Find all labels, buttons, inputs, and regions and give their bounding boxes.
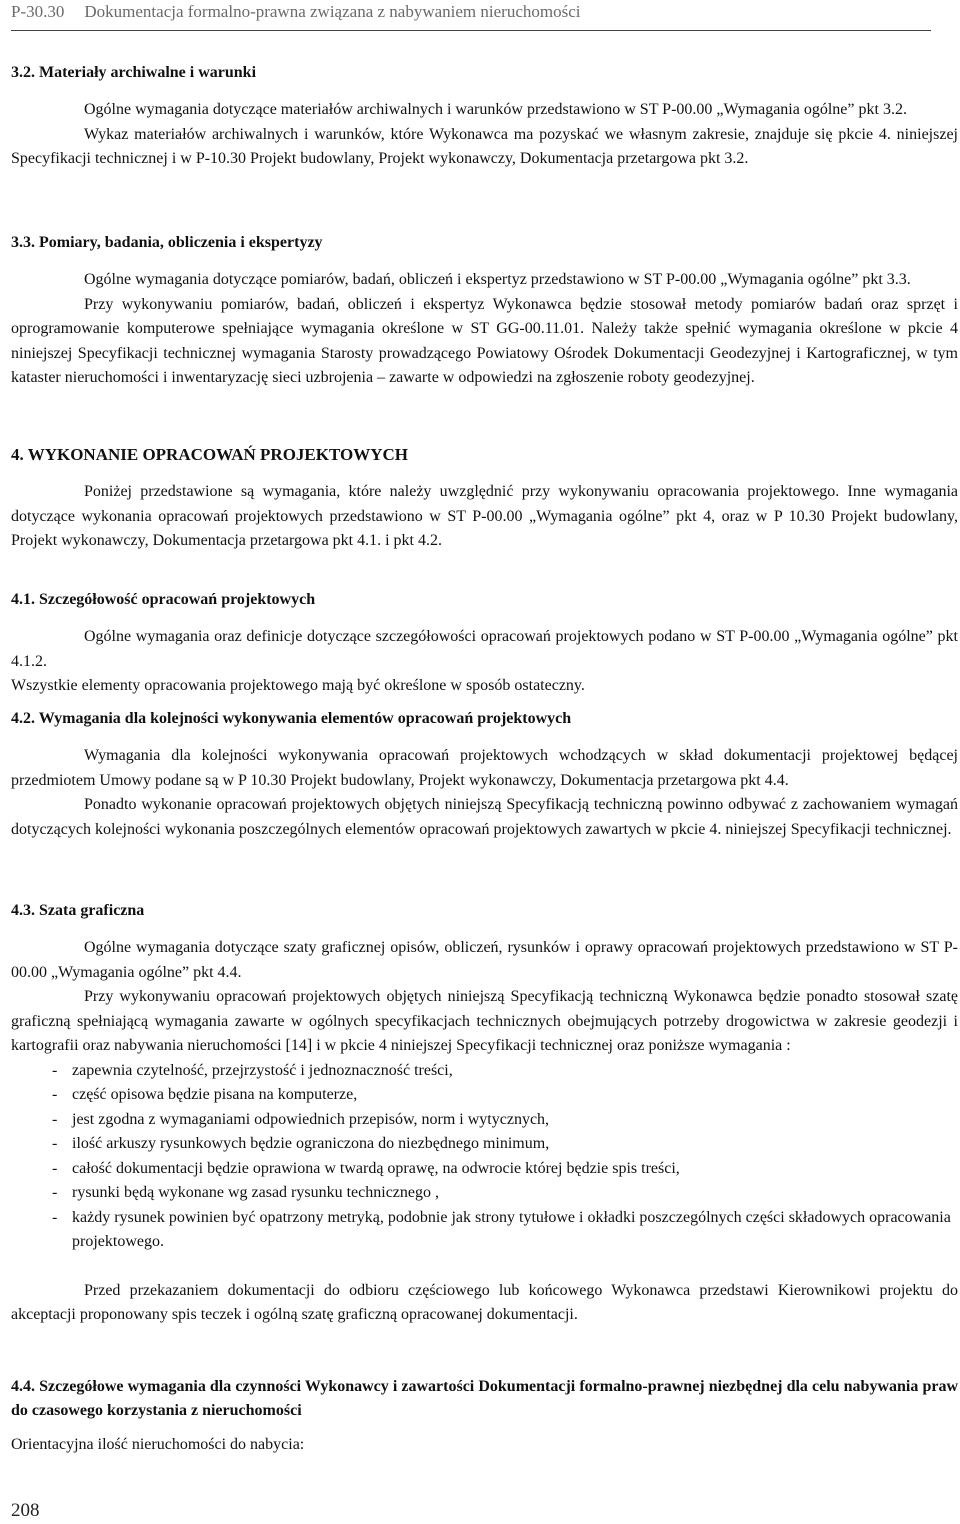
list-bullet: -: [52, 1110, 58, 1128]
section-heading: 4.4. Szczegółowe wymagania dla czynności Wykonawcy i zawartości Dokumentacji formalno-prawnej niezbędnej dla celu nabywania praw do czasowego korzystania z nieruchomości: [11, 1378, 958, 1419]
section-4: [11, 443, 958, 554]
section-heading: 4.3. Szata graficzna: [11, 902, 145, 919]
paragraph: Przy wykonywaniu pomiarów, badań, obliczeń i ekspertyz Wykonawca będzie stosował metody pomiarów badań oraz sprzęt i oprogramowanie komputerowe spełniające wymagania określone w ST GG-00.11.01. Należy także spełnić wymagania określone w pkcie 4 niniejszej Specyfikacji technicznej wymagania Starosty prowadzącego Powiatowy Ośrodek Dokumentacji Geodezyjnej i Kartograficznej, w tym kataster nieruchomości i inwentaryzację sieci uzbrojenia – zawarte w odpowiedzi na zgłoszenie roboty geodezyjnej.: [11, 295, 958, 386]
paragraph: Przed przekazaniem dokumentacji do odbioru częściowego lub końcowego Wykonawca przedstawi Kierownikowi projektu do akceptacji proponowany spis teczek i ogólną szatę graficzną opracowanej dokumentacji.: [11, 1281, 958, 1323]
page-number: 208: [11, 1500, 40, 1521]
paragraph: Orientacyjna ilość nieruchomości do nabycia:: [11, 1436, 305, 1453]
list-bullet: -: [52, 1061, 58, 1079]
list-item: - każdy rysunek powinien być opatrzony metryką, podobnie jak strony tytułowe i okładki poszczególnych części składowych opracowania projektowego.: [11, 1206, 958, 1255]
chapter-heading: 4. WYKONANIE OPRACOWAŃ PROJEKTOWYCH: [11, 445, 409, 464]
section-4-2: [11, 707, 958, 842]
spec-code: P-30.30: [11, 2, 65, 21]
section-3-3: [11, 231, 958, 391]
list-item: - ilość arkuszy rysunkowych będzie ograniczona do niezbędnego minimum,: [11, 1132, 958, 1157]
section-3-2: [11, 61, 958, 172]
paragraph: Ogólne wymagania dotyczące pomiarów, badań, obliczeń i ekspertyz przedstawiono w ST P-00.00 „Wymagania ogólne” pkt 3.3.: [84, 271, 911, 288]
paragraph: Ponadto wykonanie opracowań projektowych objętych niniejszą Specyfikacją techniczną powinno odbywać z zachowaniem wymagań dotyczących kolejności wykonania poszczególnych elementów opracowań projektowych zawartych w pkcie 4. niniejszej Specyfikacji technicznej.: [11, 796, 958, 838]
list-bullet: -: [52, 1208, 58, 1226]
list-bullet: -: [52, 1159, 58, 1177]
paragraph: Ogólne wymagania oraz definicje dotyczące szczegółowości opracowań projektowych podano w ST P-00.00 „Wymagania ogólne” pkt 4.1.2.: [11, 628, 958, 670]
list-bullet: -: [52, 1184, 58, 1201]
paragraph: Przy wykonywaniu opracowań projektowych objętych niniejszą Specyfikacją techniczną Wykonawca będzie ponadto stosował szatę graficzną spełniającą wymagania zawarte w ogólnych specyfikacjach technicznych obejmujących potrzeby drogowictwa w zakresie geodezji i kartografii oraz nabywania nieruchomości [14] i w pkcie 4 niniejszej Specyfikacji technicznej oraz poniższe wymagania :: [11, 988, 958, 1054]
requirements-list: [11, 1059, 958, 1255]
list-bullet: -: [52, 1086, 58, 1103]
page-header: [11, 0, 931, 31]
paragraph: Wszystkie elementy opracowania projektowego mają być określone w sposób ostateczny.: [11, 677, 585, 694]
list-item: - całość dokumentacji będzie oprawiona w twardą oprawę, na odwrocie której będzie spis treści,: [11, 1157, 958, 1182]
section-4-1: [11, 588, 958, 699]
section-heading: 3.2. Materiały archiwalne i warunki: [11, 64, 257, 81]
paragraph: Wymagania dla kolejności wykonywania opracowań projektowych wchodzących w skład dokumentacji projektowej będącej przedmiotem Umowy podane są w P 10.30 Projekt budowlany, Projekt wykonawczy, Dokumentacja przetargowa pkt 4.4.: [11, 747, 958, 789]
list-item: - część opisowa będzie pisana na komputerze,: [11, 1083, 958, 1108]
section-4-3: [11, 899, 958, 1328]
section-heading: 4.2. Wymagania dla kolejności wykonywania elementów opracowań projektowych: [11, 710, 572, 727]
list-item: - jest zgodna z wymaganiami odpowiednich przepisów, norm i wytycznych,: [11, 1108, 958, 1133]
header-title: Dokumentacja formalno-prawna związana z nabywaniem nieruchomości: [84, 2, 581, 21]
paragraph: Wykaz materiałów archiwalnych i warunków, które Wykonawca ma pozyskać we własnym zakresie, znajduje się pkcie 4. niniejszej Specyfikacji technicznej i w P-10.30 Projekt budowlany, Projekt wykonawczy, Dokumentacja przetargowa pkt 3.2.: [11, 125, 958, 167]
paragraph: Ogólne wymagania dotyczące szaty graficznej opisów, obliczeń, rysunków i oprawy opracowań projektowych przedstawiono w ST P-00.00 „Wymagania ogólne” pkt 4.4.: [11, 939, 958, 981]
section-heading: 4.1. Szczegółowość opracowań projektowych: [11, 591, 316, 608]
section-4-4: [11, 1375, 958, 1458]
list-item: - zapewnia czytelność, przejrzystość i jednoznaczność treści,: [11, 1059, 958, 1084]
paragraph: Ogólne wymagania dotyczące materiałów archiwalnych i warunków przedstawiono w ST P-00.00 „Wymagania ogólne” pkt 3.2.: [84, 101, 907, 118]
list-item: - rysunki będą wykonane wg zasad rysunku technicznego ,: [11, 1181, 958, 1206]
paragraph: Poniżej przedstawione są wymagania, które należy uwzględnić przy wykonywaniu opracowania projektowego. Inne wymagania dotyczące wykonania opracowań projektowych przedstawiono w ST P-00.00 „Wymagania ogólne” pkt 4, oraz w P 10.30 Projekt budowlany, Projekt wykonawczy, Dokumentacja przetargowa pkt 4.1. i pkt 4.2.: [11, 483, 958, 549]
section-heading: 3.3. Pomiary, badania, obliczenia i ekspertyzy: [11, 234, 323, 251]
list-bullet: -: [52, 1135, 58, 1152]
